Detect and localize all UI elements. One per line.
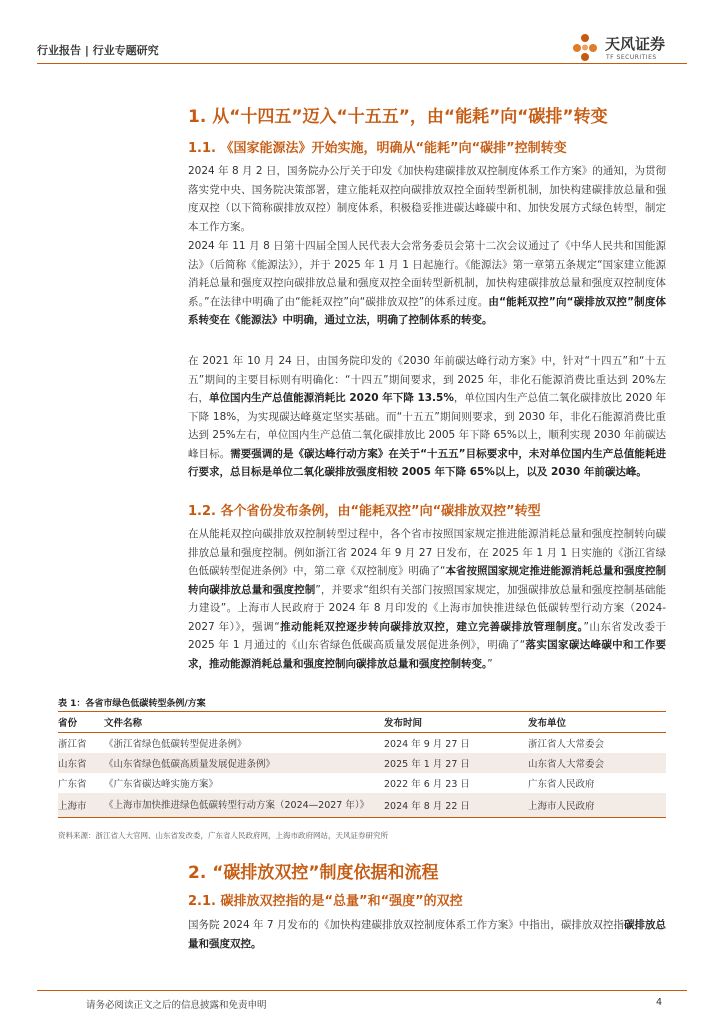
table-source: 资料来源：浙江省人大官网、山东省发改委，广东省人民政府网，上海市政府网站，天风证券研究所	[58, 831, 388, 840]
table-row	[58, 773, 666, 793]
paragraph-4-text-a: 在从能耗双控向碳排放双控制转型过程中，各个省市按照国家规定推进能源消耗总量和强度控制转向碳排放总量和强度控制。例如浙江省 2024 年 9 月 27 日发布，在 2025 年 1 月 1 日实施的《浙江省绿色低碳转型促进条例》中，第二章《双控制度》明确了“	[188, 528, 666, 577]
cell-issuer: 浙江省人大常委会	[528, 739, 605, 750]
section-1-title: 1. 从“十四五”迈入“十五五”，由“能耗”向“碳排”转变	[188, 107, 608, 127]
paragraph-2-text: 2024 年 11 月 8 日第十四届全国人民代表大会常务委员会第十二次会议通过了《中华人民共和国能源法》（后简称《能源法》），并于 2025 年 1 月 1 日起施行。《能源法》第一章第五条规定“国家建立能源消耗总量和强度双控向碳排放总量和强度双控全面转型新机制，加快构建碳排放总量和强度双控制度体系。”在法律中明确了由“能耗双控”向“碳排放双控”的体系过度。	[188, 240, 666, 308]
report-category: 行业报告 | 行业专题研究	[37, 44, 159, 57]
footer-divider	[37, 990, 687, 991]
paragraph-3-text-a: 在 2021 年 10 月 24 日，由国务院印发的《2030 年前碳达峰行动方案》中，针对“十四五”和“十五五”期间的主要目标则有明确化：“十四五”期间要求，到 2025 年，非化石能源消费比重达到 20%左右，	[188, 355, 666, 404]
cell-province: 上海市	[58, 793, 104, 818]
paragraph-2	[188, 237, 666, 330]
cell-document: 《浙江省绿色低碳转型促进条例》	[104, 739, 247, 750]
table-row	[58, 733, 666, 754]
header-document: 文件名称	[104, 712, 384, 733]
paragraph-1: 2024 年 8 月 2 日，国务院办公厅关于印发《加快构建碳排放双控制度体系工作方案》的通知，为贯彻落实党中央、国务院决策部署，建立能耗双控向碳排放双控全面转型新机制，加快构建碳排放总量和强度双控（以下简称碳排放双控）制度体系，积极稳妥推进碳达峰碳中和、加快发展方式绿色转型，制定本工作方案。	[188, 165, 666, 233]
paragraph-5	[188, 916, 666, 953]
cell-issuer: 广东省人民政府	[528, 779, 595, 790]
cell-issuer: 上海市人民政府	[528, 793, 666, 818]
cell-document: 《广东省碳达峰实施方案》	[104, 779, 219, 790]
paragraph-4-emphasis-c: 落实国家碳达峰碳中和工作要求，推动能源消耗总量和强度控制向碳排放总量和强度控制转变。	[188, 639, 667, 670]
paragraph-5-emphasis: 碳排放总量和强度双控。	[188, 919, 666, 950]
logo-icon	[570, 32, 600, 62]
paragraph-3-emphasis-a: 单位国内生产总值能源消耗比 2020 年下降 13.5%	[209, 392, 454, 404]
paragraph-4-text-d: ”	[487, 657, 493, 670]
section-2-1-title: 2.1. 碳排放双控指的是“总量”和“强度”的双控	[188, 894, 463, 909]
table-row	[58, 753, 666, 773]
footer-disclaimer: 请务必阅读正文之后的信息披露和免责申明	[86, 1000, 267, 1011]
header-issuer: 发布单位	[528, 712, 666, 733]
cell-date: 2024 年 8 月 22 日	[384, 793, 528, 818]
paragraph-4-text-b: ”，并要求“组织有关部门按照国家规定，加强碳排放总量和强度控制基础能力建设”。上海市人民政府于 2024 年 8 月印发的《上海市加快推进绿色低碳转型行动方案（2024-2027 年）》，强调“	[188, 583, 666, 633]
logo-subtext: TF SECURITIES	[606, 54, 657, 61]
paragraph-3-text-b: ，单位国内生产总值二氧化碳排放比 2020 年下降 18%，为实现碳达峰奠定坚实基础。而“十五五”期间则要求，到 2030 年，非化石能源消费比重达到 25%左右，单位国内生产总值二氧化碳排放比 2005 年下降 65%以上，顺利实现 2030 年前碳达峰目标。	[188, 392, 666, 460]
header-province: 省份	[58, 712, 104, 733]
section-1-1-title: 1.1. 《国家能源法》开始实施，明确从“能耗”向“碳排”控制转变	[188, 141, 567, 156]
provinces-table	[58, 711, 666, 818]
paragraph-3-emphasis-b: 需要强调的是《碳达峰行动方案》在关于“十五五”目标要求中，未对单位国内生产总值能耗进行要求，总目标是单位二氧化碳排放强度相较 2005 年下降 65%以上，以及 2030 年前碳达峰。	[188, 447, 666, 478]
cell-province: 浙江省	[58, 739, 87, 750]
cell-date: 2022 年 6 月 23 日	[384, 779, 470, 790]
paragraph-4	[188, 525, 666, 673]
paragraph-4-emphasis-b: 推动能耗双控逐步转向碳排放双控，建立完善碳排放管理制度。	[279, 620, 584, 633]
page-number: 4	[656, 997, 663, 1008]
cell-province: 山东省	[58, 753, 104, 773]
cell-date: 2024 年 9 月 27 日	[384, 739, 470, 750]
table-header-row	[58, 712, 666, 733]
paragraph-5-text: 国务院 2024 年 7 月发布的《加快构建碳排放双控制度体系工作方案》中指出，碳排放双控指	[188, 919, 624, 931]
section-1-2-title: 1.2. 各个省份发布条例，由“能耗双控”向“碳排放双控”转型	[188, 504, 541, 519]
table-row	[58, 793, 666, 818]
paragraph-3	[188, 352, 666, 482]
section-2-title: 2. “碳排放双控”制度依据和流程	[188, 863, 439, 883]
cell-province: 广东省	[58, 779, 87, 790]
cell-document: 《上海市加快推进绿色低碳转型行动方案（2024—2027 年）》	[104, 793, 384, 818]
header-date: 发布时间	[384, 712, 528, 733]
logo-text: 天风证券	[605, 35, 666, 53]
paragraph-2-emphasis: 由“能耗双控”向“碳排放双控”制度体系转变在《能源法》中明确，通过立法，明确了控制体系的转变。	[188, 295, 666, 326]
cell-document: 《山东省绿色低碳高质量发展促进条例》	[104, 753, 384, 773]
paragraph-4-text-c: ”山东省发改委于 2025 年 1 月通过的《山东省绿色低碳高质量发展促进条例》，明确了“	[188, 620, 667, 651]
table-title: 表 1：各省市绿色低碳转型条例/方案	[58, 699, 206, 709]
paragraph-4-emphasis-a: 本省按照国家规定推进能源消耗总量和强度控制转向碳排放总量和强度控制	[188, 565, 666, 596]
company-logo	[570, 28, 690, 68]
cell-date: 2025 年 1 月 27 日	[384, 753, 528, 773]
cell-issuer: 山东省人大常委会	[528, 753, 666, 773]
header-divider	[37, 63, 687, 64]
